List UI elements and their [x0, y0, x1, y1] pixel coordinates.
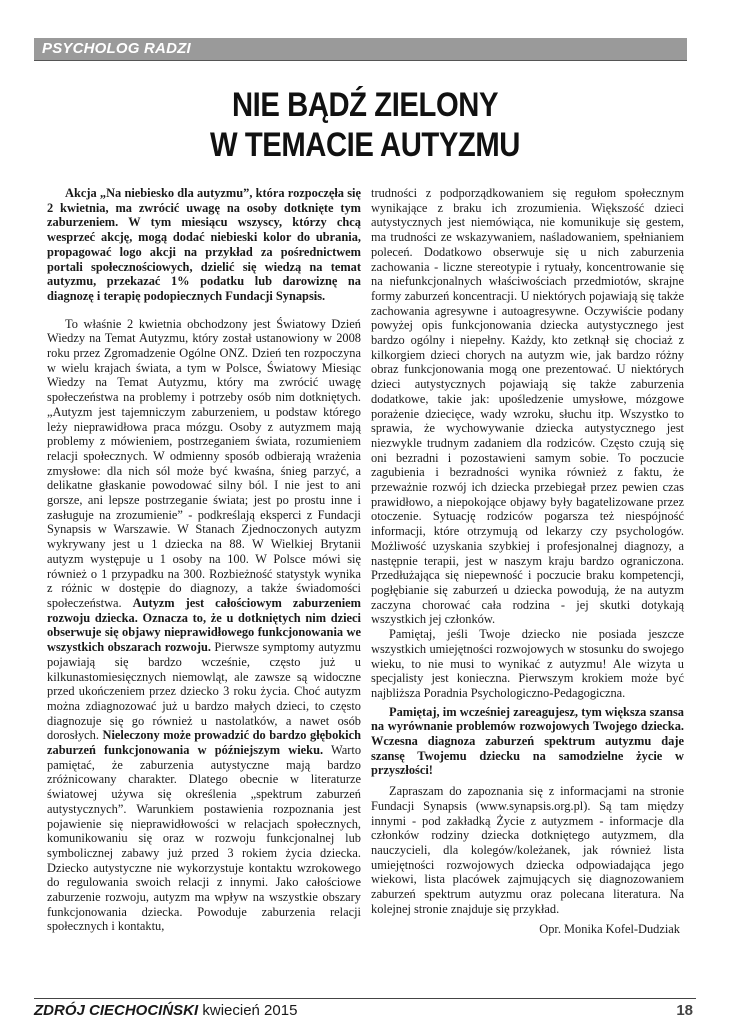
paragraph-text: Pierwsze symptomy autyzmu pojawiają się bardzo wcześnie, często już u kilkunastomiesięcznych niemowląt, ale zawsze są widoczne przed ukończeniem przez dziecko 3 roku życia. Choć autyzm można zdiagnozować już u bardzo małych dzieci, to często diagnozuje się go również u nastolatków, a nawet osób dorosłych.: [47, 640, 361, 743]
article-paragraph: trudności z podporządkowaniem się regułom społecznym wynikające z braku ich zrozumienia. Większość dzieci autystycznych jest niemówiąca, nie komunikuje się gestem, ma trudności ze wskazywaniem, naśladowaniem, spełnianiem poleceń. Dodatkowo obserwuje się u nich zaburzenia zachowania - liczne stereotypie i rytuały, koncentrowanie się na niefunkcjonalnych właściwościach przedmiotów, skrajne formy zaburzeń koncentracji. U niektórych pojawiają się także zachowania agresywne i autoagresywne. Oczywiście podany powyżej opis funkcjonowania dziecka autystycznego jest bardzo ogólny i niepełny. Każdy, kto zetknął się chociaż z kilkorgiem dzieci chorych na autyzm wie, jak bardzo różny obraz funkcjonowania mogą one prezentować. U niektórych dzieci autystycznych pojawiają się także zaburzenia dodatkowe, takie jak: upośledzenie umysłowe, mózgowe porażenie dziecięce, wady wzroku, słuchu itp. Wszystko to sprawia, że wychowywanie dziecka autystycznego jest niezwykle trudnym zadaniem dla rodziców. Często czują się oni bezradni i pozostawieni samym sobie. To poczucie zagubienia i bezradności wynika również z faktu, że przeważnie rozwój ich dziecka przebiegał przez pewien czas prawidłowo, a niepokojące objawy były bagatelizowane przez otoczenie. Sytuację rodziców pogarsza też niespójność informacji, które otrzymują od lekarzy czy psychologów. Możliwość uzyskania szybkiej i profesjonalnej diagnozy, a następnie terapii, jest w naszym kraju bardzo ograniczona. Przedłużająca się niepewność i poczucie braku kompetencji, pogłębianie się zaburzeń u dziecka powodują, że na autyzm zaczyna chorować cała rodzina - jej skutki dotykają wszystkich jej członków.: [371, 186, 684, 627]
article-title: [80, 85, 649, 165]
article-title-line-2: W TEMACIE AUTYZMU: [210, 126, 520, 164]
footer-divider: [34, 998, 696, 999]
article-paragraph: Zapraszam do zapoznania się z informacjami na stronie Fundacji Synapsis (www.synapsis.org.pl). Są tam między innymi - pod zakładką Życie z autyzmem - informacje dla członków rodziny dziecka dotkniętego autyzmem, dla nauczycieli, dla kolegów/koleżanek, jak również lista umiejętności rozwojowych dziecka odpowiadająca jego wiekowi, lista placówek zajmujących się diagnozowaniem zaburzeń spektrum autyzmu oraz polecana literatura. Na kolejnej stronie znajduje się przykład.: [371, 784, 684, 916]
page-number: 18: [676, 1002, 693, 1019]
article-title-line-1: NIE BĄDŹ ZIELONY: [231, 86, 499, 124]
article-column-left: [47, 186, 361, 934]
article-paragraph: [47, 317, 361, 935]
author-signature: Opr. Monika Kofel-Dudziak: [539, 922, 680, 937]
paragraph-text: Warto pamiętać, że zaburzenia autystyczne mają bardzo zróżnicowany charakter. Dlatego obecnie w literaturze światowej używa się określenia „spektrum zaburzeń autystycznych”. Warunkiem postawienia rozpoznania jest pojawienie się nieprawidłowości w relacjach społecznych, komunikowaniu się oraz w rozwoju funkcjonalnej lub symbolicznej zabawy już przed 3 rokiem życia dziecka. Dziecko autystyczne nie wykorzystuje kontaktu wzrokowego do regulowania swoich relacji z innymi. Jako całościowe zaburzenie rozwoju, autyzm ma wpływ na wszystkie obszary funkcjonowania dziecka. Powoduje zaburzenia relacji społecznych i kontaktu,: [47, 743, 362, 934]
emphasis-text: Nieleczony może prowadzić do bardzo głębokich zaburzeń funkcjonowania w późniejszym wieku.: [47, 728, 361, 758]
article-emphasis-paragraph: Pamiętaj, im wcześniej zareagujesz, tym większa szansa na wyrównanie problemów rozwojowych Twojego dziecka. Wczesna diagnoza zaburzeń spektrum autyzmu daje szansę Twojemu dziecku na samodzielne życie w przyszłości!: [371, 704, 684, 778]
section-header-bar: [34, 38, 687, 61]
emphasis-text: Autyzm jest całościowym zaburzeniem rozwoju dziecka. Oznacza to, że u dotkniętych nim dzieci obserwuje się objawy nieprawidłowego funkcjonowania we wszystkich obszarach rozwoju.: [47, 595, 361, 655]
issue-date: kwiecień 2015: [202, 1002, 298, 1019]
footer-publication: [34, 1002, 297, 1019]
article-paragraph: Pamiętaj, jeśli Twoje dziecko nie posiada jeszcze wszystkich umiejętności rozwojowych w stosunku do swojego wieku, to nie musi to wynikać z autyzmu! Ale wizyta u specjalisty jest konieczna. Pierwszym krokiem może być najbliższa Poradnia Psychologiczno-Pedagogiczna.: [371, 627, 684, 700]
article-lead: Akcja „Na niebiesko dla autyzmu”, która rozpoczęła się 2 kwietnia, ma zwrócić uwagę na osoby dotknięte tym zaburzeniem. W tym miesiącu wszyscy, którzy chcą wesprzeć akcję, mogą dodać niebieski kolor do ubrania, propagować logo akcji na przykład za pośrednictwem portali społecznościowych, dzielić się wiedzą na temat autyzmu, przekazać 1% podatku lub darowiznę na diagnozę i terapię podopiecznych Fundacji Synapsis.: [47, 186, 361, 303]
section-label: PSYCHOLOG RADZI: [42, 40, 191, 57]
magazine-name: ZDRÓJ CIECHOCIŃSKI: [34, 1002, 199, 1019]
paragraph-text: To właśnie 2 kwietnia obchodzony jest Światowy Dzień Wiedzy na Temat Autyzmu, który został ustanowiony w 2008 roku przez Zgromadzenie Ogólne ONZ. Dzień ten rozpoczyna w wielu krajach świata, a tym w Polsce, Światowy Miesiąc Wiedzy na Temat Autyzmu, który ma zwrócić uwagę społeczeństwa na problemy i potrzeby osób nim dotkniętych. „Autyzm jest tajemniczym zaburzeniem, u podstaw którego leży nieprawidłowa praca mózgu. Osoby z autyzmem mają problemy z mówieniem, postrzeganiem świata, rozumieniem relacji społecznych. W odmienny sposób odbierają wrażenia zmysłowe: dla nich sól może być kwaśna, śnieg parzyć, a delikatne głaskanie powodować silny ból. I nie jest to ani gorsze, ani lepsze postrzeganie świata; jest po prostu inne i zasługuje na zrozumienie” - podkreślają eksperci z Fundacji Synapsis w Warszawie. W Stanach Zjednoczonych autyzm wykrywany jest u 1 dziecka na 88. W Wielkiej Brytanii autyzm występuje u 1 osoby na 100. W Polsce mówi się również o 1 przypadku na 300. Rozbieżność statystyk wynika z różnic w dostępie do diagnozy, a także świadomości społeczeństwa.: [47, 316, 361, 610]
article-column-right: [371, 186, 684, 937]
